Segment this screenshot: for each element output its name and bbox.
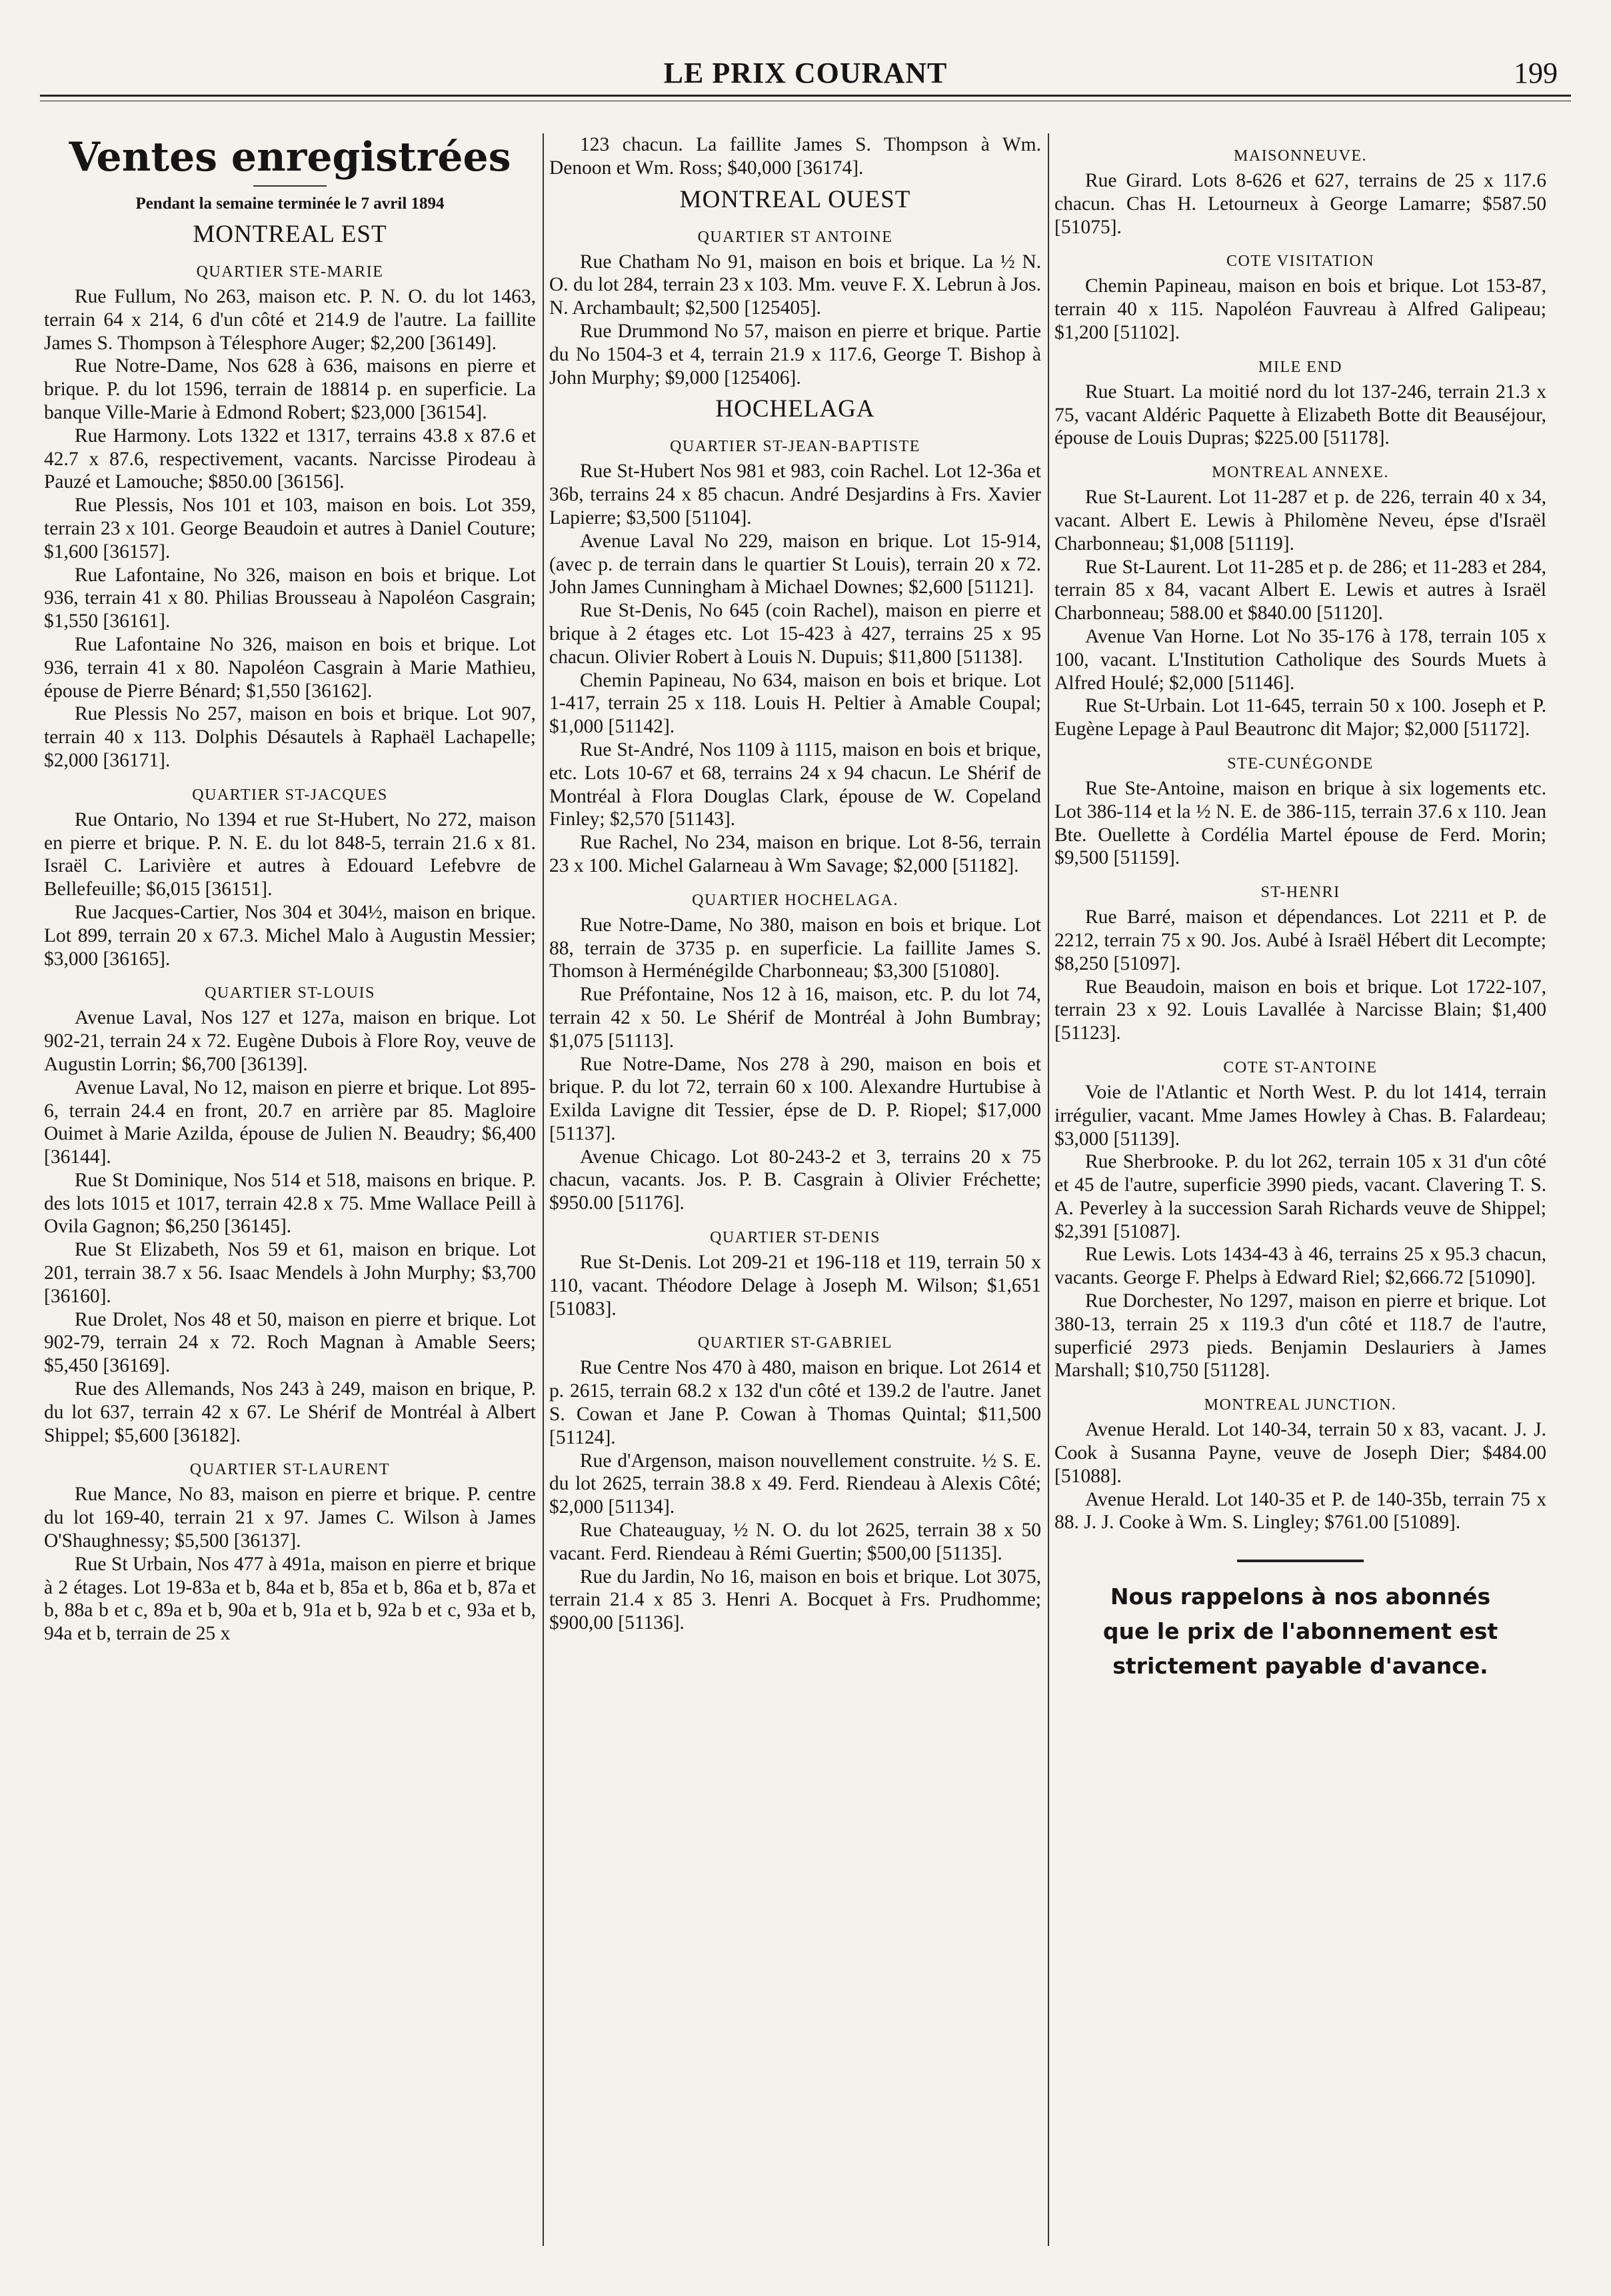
- page-header: [40, 40, 1571, 100]
- sale-entry: Rue St-Laurent. Lot 11-287 et p. de 226, terrain 40 x 34, vacant. Albert E. Lewis à Philomène Neveu, épse d'Israël Charbonneau; $1,008 [51119].: [1054, 487, 1546, 555]
- sale-entry: Rue Plessis No 257, maison en bois et brique. Lot 907, terrain 40 x 113. Dolphis Désautels à Raphaël Lachapelle; $2,000 [36171].: [44, 703, 536, 771]
- sale-entry: Rue St Elizabeth, Nos 59 et 61, maison en brique. Lot 201, terrain 38.7 x 56. Isaac Mendels à John Murphy; $3,700 [36160].: [44, 1239, 536, 1307]
- section-title: MONTREAL EST: [193, 221, 387, 248]
- sale-entry: Rue Drummond No 57, maison en pierre et brique. Partie du No 1504-3 et 4, terrain 21.9 x 117.6, George T. Bishop à John Murphy; $9,000 [125406].: [549, 320, 1041, 389]
- sale-entry: Rue Jacques-Cartier, Nos 304 et 304½, maison en brique. Lot 899, terrain 20 x 67.3. Michel Malo à Augustin Messier; $3,000 [36165].: [44, 901, 536, 970]
- quarter-heading: QUARTIER ST-DENIS: [710, 1229, 880, 1247]
- sale-entry: Rue Rachel, No 234, maison en brique. Lot 8-56, terrain 23 x 100. Michel Galarneau à Wm Savage; $2,000 [51182].: [549, 832, 1041, 876]
- section-title: MONTREAL OUEST: [679, 185, 911, 213]
- sale-entry: Rue Notre-Dame, Nos 628 à 636, maisons en pierre et brique. P. du lot 1596, terrain de 18814 p. en superficie. La banque Ville-Marie à Edmond Robert; $23,000 [36154].: [44, 355, 536, 423]
- sale-entry: Avenue Van Horne. Lot No 35-176 à 178, terrain 105 x 100, vacant. L'Institution Catholique des Sourds Muets à Alfred Houlé; $2,000 [51146].: [1054, 625, 1546, 694]
- sale-entry: Rue Chateauguay, ½ N. O. du lot 2625, terrain 38 x 50 vacant. Ferd. Riendeau à Rémi Guertin; $500,00 [51135].: [549, 1520, 1041, 1564]
- column-3: [1054, 133, 1546, 2246]
- quarter-heading: QUARTIER ST-JACQUES: [192, 786, 388, 804]
- sale-entry: Rue Lewis. Lots 1434-43 à 46, terrains 25 x 95.3 chacun, vacants. George F. Phelps à Edward Riel; $2,666.72 [51090].: [1054, 1244, 1546, 1289]
- running-title: LE PRIX COURANT: [663, 57, 948, 89]
- sale-entry: Rue Harmony. Lots 1322 et 1317, terrains 43.8 x 87.6 et 42.7 x 87.6, respectivement, vacants. Narcisse Pirodeau à Pauzé et Lamouche; $850.00 [36156].: [44, 425, 536, 493]
- sale-entry: Avenue Herald. Lot 140-34, terrain 50 x 83, vacant. J. J. Cook à Susanna Payne, veuve de Joseph Dier; $484.00 [51088].: [1054, 1419, 1546, 1487]
- sale-entry: Rue d'Argenson, maison nouvellement construite. ½ S. E. du lot 2625, terrain 38.8 x 49. Ferd. Riendeau à Alexis Côté; $2,000 [51134].: [549, 1450, 1041, 1518]
- quarter-heading: ST-HENRI: [1260, 884, 1340, 902]
- sale-entry: Rue Notre-Dame, Nos 278 à 290, maison en bois et brique. P. du lot 72, terrain 60 x 100. Alexandre Hurtubise à Exilda Lavigne dit Tessier, épse de D. P. Riopel; $17,000 [51137].: [549, 1053, 1041, 1144]
- quarter-heading: MONTREAL ANNEXE.: [1212, 464, 1389, 482]
- quarter-heading: MAISONNEUVE.: [1234, 147, 1367, 165]
- sale-entry: Rue Barré, maison et dépendances. Lot 2211 et P. de 2212, terrain 75 x 90. Jos. Aubé à Israël Hébert dit Lecompte; $8,250 [51097].: [1054, 906, 1546, 974]
- quarter-heading: STE-CUNÉGONDE: [1227, 754, 1374, 772]
- sale-entry: Rue des Allemands, Nos 243 à 249, maison en brique, P. du lot 637, terrain 42 x 67. Le Shérif de Montréal à Albert Shippel; $5,600 [36182].: [44, 1378, 536, 1446]
- column-1-body: [44, 220, 536, 1646]
- sale-entry: Rue St Urbain, Nos 477 à 491a, maison en pierre et brique à 2 étages. Lot 19-83a et b, 84a et b, 85a et b, 86a et b, 87a et b, 88a b et c, 89a et b, 90a et b, 91a et b, 92a b et c, 93a et b, 94a et b, terrain de 25 x: [44, 1553, 536, 1645]
- sale-entry: Rue Préfontaine, Nos 12 à 16, maison, etc. P. du lot 74, terrain 42 x 50. Le Shérif de Montréal à John Bumbray; $1,075 [51113].: [549, 984, 1041, 1052]
- sale-entry: Avenue Laval, Nos 127 et 127a, maison en brique. Lot 902-21, terrain 24 x 72. Eugène Dubois à Flore Roy, veuve de Augustin Lorrin; $6,700 [36139].: [44, 1007, 536, 1075]
- quarter-heading: COTE VISITATION: [1226, 253, 1375, 271]
- sale-entry: Rue Drolet, Nos 48 et 50, maison en pierre et brique. Lot 902-79, terrain 24 x 72. Roch Magnan à Amable Seers; $5,450 [36169].: [44, 1308, 536, 1377]
- subscription-notice: [1054, 1580, 1546, 1684]
- sale-entry: Rue St-André, Nos 1109 à 1115, maison en bois et brique, etc. Lots 10-67 et 68, terrains 24 x 94 chacun. Le Shérif de Montréal à Flora Douglas Clark, épouse de W. Copeland Finley; $2,570 [51143].: [549, 738, 1041, 830]
- quarter-heading: COTE ST-ANTOINE: [1223, 1058, 1378, 1076]
- sale-entry: Rue Lafontaine No 326, maison en bois et brique. Lot 936, terrain 41 x 80. Napoléon Casgrain à Marie Mathieu, épouse de Pierre Bénard; $1,550 [36162].: [44, 633, 536, 702]
- quarter-heading: MONTREAL JUNCTION.: [1204, 1396, 1397, 1414]
- section-title: HOCHELAGA: [715, 395, 875, 423]
- sale-entry: Rue Ste-Antoine, maison en brique à six logements etc. Lot 386-114 et la ½ N. E. de 386-115, terrain 37.6 x 110. Jean Bte. Ouellette à Cordélia Martel épouse de Ferd. Morin; $9,500 [51159].: [1054, 777, 1546, 869]
- columns: [44, 133, 1548, 2253]
- quarter-heading: QUARTIER STE-MARIE: [196, 263, 384, 281]
- sale-entry: Avenue Chicago. Lot 80-243-2 et 3, terrains 20 x 75 chacun, vacants. Jos. P. B. Casgrain à Olivier Fréchette; $950.00 [51176].: [549, 1146, 1041, 1214]
- sale-entry: Rue du Jardin, No 16, maison en bois et brique. Lot 3075, terrain 21.4 x 85 3. Henri A. Bocquet à Frs. Prudhomme; $900,00 [51136].: [549, 1566, 1041, 1634]
- quarter-heading: QUARTIER ST-JEAN-BAPTISTE: [670, 438, 920, 456]
- sale-entry: Rue Stuart. La moitié nord du lot 137-246, terrain 21.3 x 75, vacant Aldéric Paquette à Elizabeth Botte dit Beauséjour, épouse de Louis Dupras; $225.00 [51178].: [1054, 381, 1546, 449]
- column-3-body: [1054, 145, 1546, 1534]
- sale-entry: Rue St-Denis. Lot 209-21 et 196-118 et 119, terrain 50 x 110, vacant. Théodore Delage à Joseph M. Wilson; $1,651 [51083].: [549, 1252, 1041, 1320]
- sale-entry: Rue Dorchester, No 1297, maison en pierre et brique. Lot 380-13, terrain 25 x 119.3 d'un côté et 118.7 de l'autre, superficié 2973 pieds. Benjamin Deslauriers à James Marshall; $10,750 [51128].: [1054, 1290, 1546, 1382]
- quarter-heading: QUARTIER ST-LOUIS: [205, 984, 375, 1002]
- notice-rule: [1237, 1560, 1364, 1562]
- quarter-heading: QUARTIER HOCHELAGA.: [692, 891, 898, 909]
- sale-entry: Rue Chatham No 91, maison en bois et brique. La ½ N. O. du lot 284, terrain 23 x 103. Mm. veuve F. X. Lebrun à Jos. N. Archambault; $2,500 [125405].: [549, 251, 1041, 319]
- notice-line: que le prix de l'abonnement est: [1102, 1618, 1498, 1645]
- sale-entry: Voie de l'Atlantic et North West. P. du lot 1414, terrain irrégulier, vacant. Mme James Howley à Chas. B. Falardeau; $3,000 [51139].: [1054, 1081, 1546, 1150]
- quarter-heading: QUARTIER ST ANTOINE: [697, 228, 893, 246]
- header-rule: [40, 95, 1571, 101]
- sale-entry: Rue Ontario, No 1394 et rue St-Hubert, No 272, maison en pierre et brique. P. N. E. du lot 848-5, terrain 21.6 x 81. Israël C. Larivière et autres à Edouard Lefebvre de Bellefeuille; $6,015 [36151].: [44, 808, 536, 900]
- sale-entry: Avenue Laval, No 12, maison en pierre et brique. Lot 895-6, terrain 24.4 en front, 20.7 en arrière par 85. Magloire Ouimet à Marie Azilda, épouse de Julien N. Beaudry; $6,400 [36144].: [44, 1076, 536, 1168]
- sale-entry: Rue St Dominique, Nos 514 et 518, maisons en brique. P. des lots 1015 et 1017, terrain 42.8 x 75. Mme Wallace Peill à Ovila Gagnon; $6,250 [36145].: [44, 1169, 536, 1238]
- column-2-body: [549, 133, 1041, 1635]
- heading-rule: [253, 185, 327, 187]
- sale-entry: 123 chacun. La faillite James S. Thompson à Wm. Denoon et Wm. Ross; $40,000 [36174].: [549, 134, 1041, 179]
- sale-entry: Rue Centre Nos 470 à 480, maison en brique. Lot 2614 et p. 2615, terrain 68.2 x 132 d'un côté et 139.2 de l'autre. Janet S. Cowan et Jane P. Cowan à Thomas Quintal; $11,500 [51124].: [549, 1357, 1041, 1448]
- sale-entry: Avenue Herald. Lot 140-35 et P. de 140-35b, terrain 75 x 88. J. J. Cooke à Wm. S. Lingley; $761.00 [51089].: [1054, 1488, 1546, 1534]
- sale-entry: Rue Plessis, Nos 101 et 103, maison en bois. Lot 359, terrain 23 x 101. George Beaudoin et autres à Daniel Couture; $1,600 [36157].: [44, 495, 536, 563]
- sale-entry: Rue Beaudoin, maison en bois et brique. Lot 1722-107, terrain 23 x 92. Louis Lavallée à Narcisse Blain; $1,400 [51123].: [1054, 976, 1546, 1044]
- column-rule: [1048, 133, 1049, 2246]
- sale-entry: Rue St-Urbain. Lot 11-645, terrain 50 x 100. Joseph et P. Eugène Lepage à Paul Beautronc dit Major; $2,000 [51172].: [1054, 695, 1546, 740]
- quarter-heading: QUARTIER ST-LAURENT: [189, 1461, 391, 1479]
- sale-entry: Rue Fullum, No 263, maison etc. P. N. O. du lot 1463, terrain 64 x 214, 6 d'un côté et 214.9 de l'autre. La faillite James S. Thompson à Télesphore Auger; $2,200 [36149].: [44, 286, 536, 354]
- sale-entry: Rue Girard. Lots 8-626 et 627, terrains de 25 x 117.6 chacun. Chas H. Letourneux à George Lamarre; $587.50 [51075].: [1054, 170, 1546, 238]
- sale-entry: Rue Notre-Dame, No 380, maison en bois et brique. Lot 88, terrain de 3735 p. en superficie. La faillite James S. Thomson à Herménégilde Charbonneau; $3,300 [51080].: [549, 914, 1041, 982]
- sale-entry: Rue Sherbrooke. P. du lot 262, terrain 105 x 31 d'un côté et 45 de l'autre, superficie 3990 pieds, vacant. Clavering T. S. A. Peverley à la succession Sarah Richards veuve de Shippel; $2,391 [51087].: [1054, 1151, 1546, 1242]
- column-1: [44, 133, 536, 2246]
- week-line: Pendant la semaine terminée le 7 avril 1894: [135, 195, 445, 213]
- column-rule: [543, 133, 544, 2246]
- sale-entry: Rue Lafontaine, No 326, maison en bois et brique. Lot 936, terrain 41 x 80. Philias Brousseau à Napoléon Casgrain; $1,550 [36161].: [44, 564, 536, 632]
- quarter-heading: MILE END: [1258, 358, 1342, 376]
- page-number: 199: [1514, 57, 1558, 89]
- sale-entry: Rue St-Hubert Nos 981 et 983, coin Rachel. Lot 12-36a et 36b, terrains 24 x 85 chacun. André Desjardins à Frs. Xavier Lapierre; $3,500 [51104].: [549, 461, 1041, 529]
- sale-entry: Rue Mance, No 83, maison en pierre et brique. P. centre du lot 169-40, terrain 21 x 97. James C. Wilson à James O'Shaughnessy; $5,500 [36137].: [44, 1484, 536, 1552]
- column-2: [549, 133, 1041, 2246]
- sale-entry: Rue St-Laurent. Lot 11-285 et p. de 286; et 11-283 et 284, terrain 85 x 84, vacant Albert E. Lewis et autres à Israël Charbonneau; 588.00 et $840.00 [51120].: [1054, 556, 1546, 624]
- quarter-heading: QUARTIER ST-GABRIEL: [697, 1334, 893, 1352]
- sale-entry: Avenue Laval No 229, maison en brique. Lot 15-914, (avec p. de terrain dans le quartier St Louis), terrain 20 x 72. John James Cunningham à Michael Downes; $2,600 [51121].: [549, 530, 1041, 598]
- sale-entry: Chemin Papineau, maison en bois et brique. Lot 153-87, terrain 40 x 115. Napoléon Fauvreau à Alfred Galipeau; $1,200 [51102].: [1054, 275, 1546, 343]
- notice-line: Nous rappelons à nos abonnés: [1110, 1584, 1491, 1610]
- notice-line: strictement payable d'avance.: [1112, 1653, 1488, 1680]
- sale-entry: Rue St-Denis, No 645 (coin Rachel), maison en pierre et brique à 2 étages etc. Lot 15-423 à 427, terrains 25 x 95 chacun. Olivier Robert à Louis N. Dupuis; $11,800 [51138].: [549, 600, 1041, 668]
- main-heading: Ventes enregistrées: [69, 134, 511, 181]
- sale-entry: Chemin Papineau, No 634, maison en bois et brique. Lot 1-417, terrain 25 x 118. Louis H. Peltier à Amable Coupal; $1,000 [51142].: [549, 669, 1041, 738]
